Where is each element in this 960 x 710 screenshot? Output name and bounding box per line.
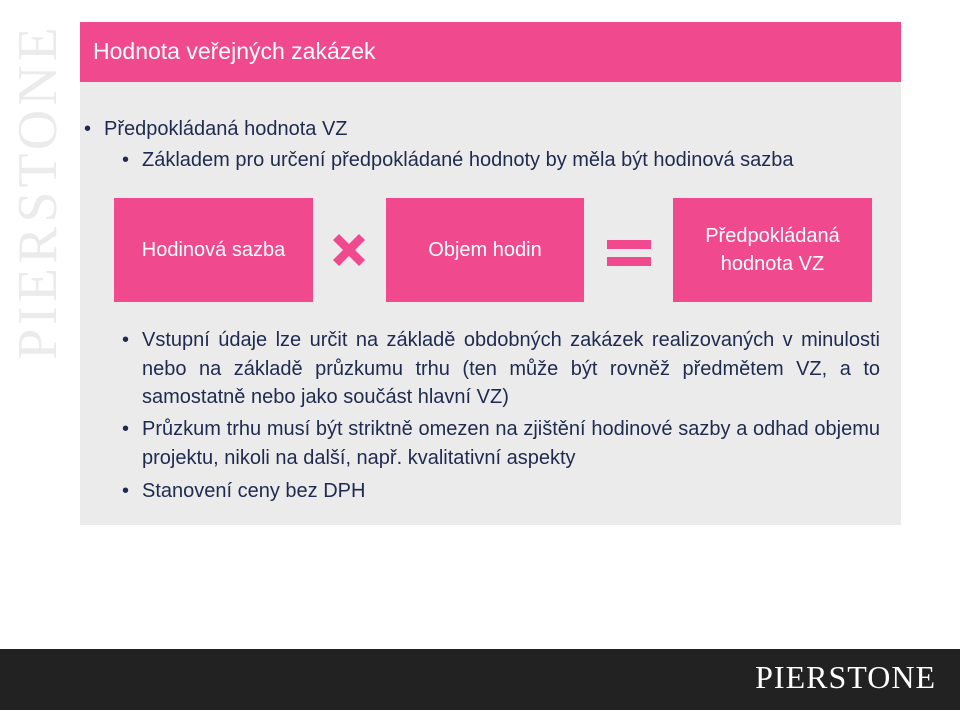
- bullet-text: Stanovení ceny bez DPH: [142, 480, 366, 502]
- bullet-item: [122, 477, 880, 506]
- bullet-dot: •: [122, 418, 130, 440]
- slide-panel: [80, 22, 901, 525]
- formula-box-hours: [386, 198, 584, 302]
- equals-icon: [607, 240, 651, 266]
- watermark-text: PIERSTONE: [7, 23, 69, 360]
- bullet-text: Vstupní údaje lze určit na základě obdobných zakázek realizovaných v minulosti nebo na základě průzkumu trhu (ten může být rovněž předmětem VZ, a to samostatně nebo jako součást hlavní VZ): [142, 329, 880, 408]
- bullet-text: Předpokládaná hodnota VZ: [104, 118, 348, 140]
- formula-left-label: Hodinová sazba: [141, 239, 286, 261]
- vertical-watermark: [0, 0, 69, 370]
- bullet-dot: •: [84, 118, 92, 140]
- bullet-text: Průzkum trhu musí být striktně omezen na zjištění hodinové sazby a odhad objemu projektu, nikoli na další, např. kvalitativní aspekty: [142, 418, 880, 469]
- formula-box-result: [673, 198, 872, 302]
- bullet-text: Základem pro určení předpokládané hodnoty by měla být hodinová sazba: [142, 149, 794, 171]
- formula-box-hourly-rate: [114, 198, 313, 302]
- bullet-item: [122, 415, 880, 472]
- bullet-item: [122, 326, 880, 412]
- bullet-dot: •: [122, 149, 130, 171]
- formula-middle-label: Objem hodin: [428, 239, 542, 261]
- slide-title: Hodnota veřejných zakázek: [93, 38, 376, 64]
- bullet-item: [84, 118, 348, 140]
- bullet-dot: •: [122, 329, 130, 351]
- multiply-icon: [329, 230, 369, 270]
- footer-logo: PIERSTONE: [755, 659, 936, 695]
- title-bar: [80, 22, 901, 82]
- footer-bar: [0, 649, 960, 710]
- sub-bullet-item: [122, 149, 794, 171]
- bullet-dot: •: [122, 480, 130, 502]
- formula-result-label: Předpokládaná hodnota VZ: [705, 225, 840, 275]
